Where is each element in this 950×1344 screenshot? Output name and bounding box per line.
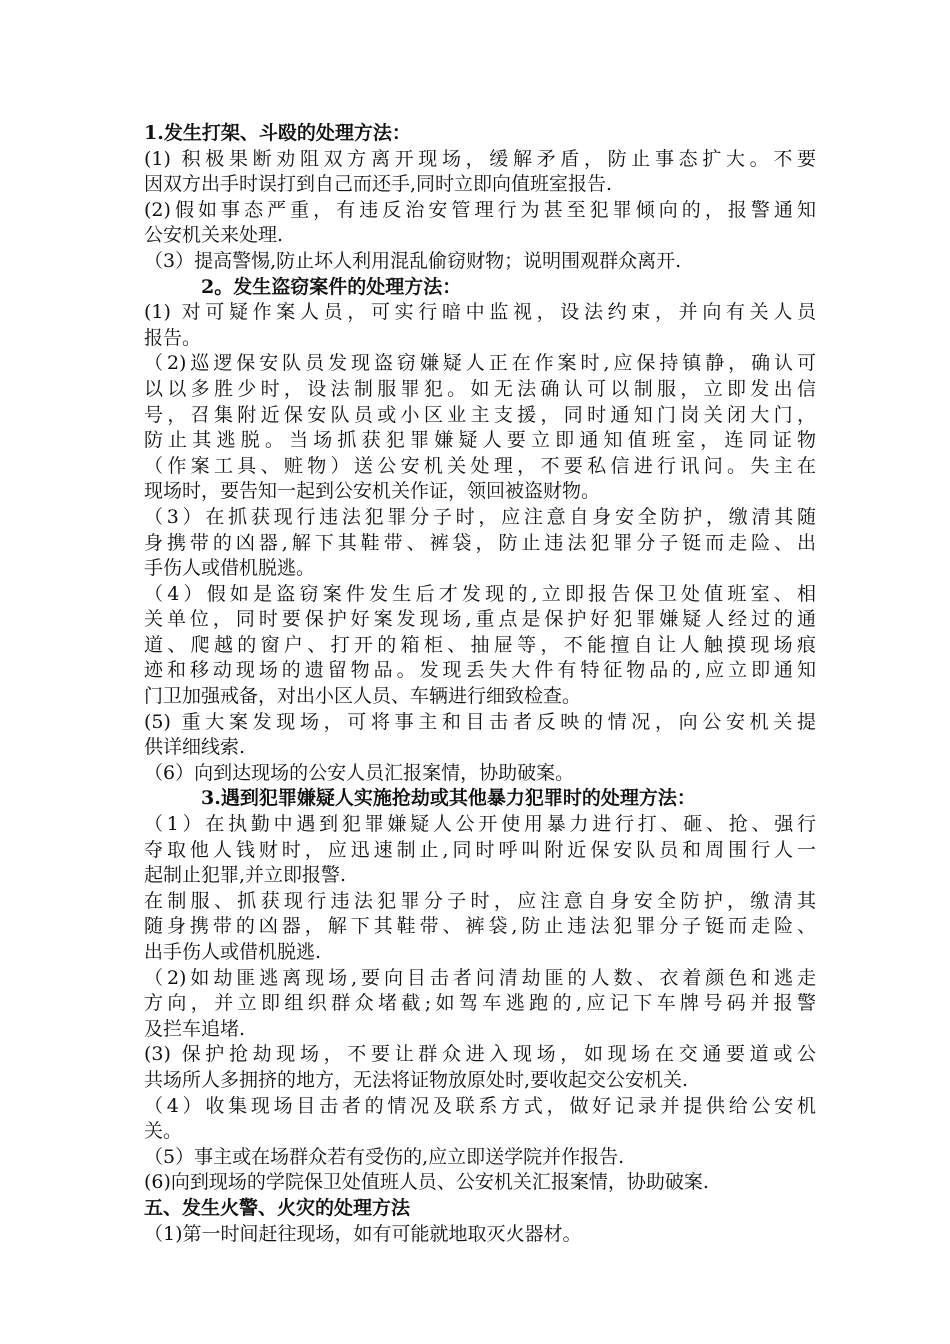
paragraph-line: （作案工具、赃物）送公安机关处理，不要私信进行讯问。失主在 — [144, 454, 816, 477]
section-heading: 1.发生打架、斗殴的处理方法： — [144, 122, 411, 144]
paragraph-line: 公安机关来处理. — [144, 224, 284, 247]
paragraph-line: 报告。 — [144, 326, 202, 349]
paragraph-line: 起制止犯罪,并立即报警. — [144, 864, 347, 887]
paragraph-line: （2)巡逻保安队员发现盗窃嫌疑人正在作案时,应保持镇静，确认可 — [144, 352, 816, 375]
paragraph-line: 共场所人多拥挤的地方，无法将证物放原处时,要收起交公安机关. — [144, 1068, 689, 1091]
document-page — [144, 121, 816, 1247]
section-heading: 五、发生火警、火灾的处理方法 — [144, 1196, 411, 1219]
paragraph-line: （5）事主或在场群众若有受伤的,应立即送学院并作报告. — [144, 1145, 625, 1168]
paragraph-line: 方向，并立即组织群众堵截;如驾车逃跑的,应记下车牌号码并报警 — [144, 992, 816, 1015]
paragraph-line: （3）在抓获现行违法犯罪分子时，应注意自身安全防护，缴清其随 — [144, 505, 816, 528]
paragraph-line: 供详细线索. — [144, 736, 246, 759]
paragraph-line: 号，召集附近保安队员或小区业主支援，同时通知门岗关闭大门， — [144, 403, 816, 426]
paragraph-line: (5) 重大案发现场，可将事主和目击者反映的情况，向公安机关提 — [144, 710, 816, 733]
paragraph-line: 在制服、抓获现行违法犯罪分子时，应注意自身安全防护，缴清其 — [144, 889, 816, 912]
paragraph-line: （2)如劫匪逃离现场,要向目击者问清劫匪的人数、衣着颜色和逃走 — [144, 966, 816, 989]
paragraph-line: 及拦车追堵. — [144, 1017, 246, 1040]
paragraph-line: (6)向到现场的学院保卫处值班人员、公安机关汇报案情，协助破案. — [144, 1171, 709, 1194]
paragraph-line: 现场时，要告知一起到公安机关作证，领回被盗财物。 — [144, 480, 601, 503]
paragraph-line: 关单位，同时要保护好案发现场,重点是保护好犯罪嫌疑人经过的通 — [144, 608, 816, 631]
paragraph-line: 出手伤人或借机脱逃. — [144, 941, 322, 963]
paragraph-line: (1) 积极果断劝阻双方离开现场，缓解矛盾，防止事态扩大。不要 — [144, 147, 816, 170]
paragraph-line: 门卫加强戒备，对出小区人员、车辆进行细致检查。 — [144, 685, 582, 708]
paragraph-line: 因双方出手时误打到自己而还手,同时立即向值班室报告. — [144, 173, 613, 196]
paragraph-line: （3）提高警惕,防止坏人利用混乱偷窃财物；说明围观群众离开. — [144, 249, 682, 272]
paragraph-line: (2)假如事态严重，有违反治安管理行为甚至犯罪倾向的，报警通知 — [144, 198, 816, 221]
section-heading: 3.遇到犯罪嫌疑人实施抢劫或其他暴力犯罪时的处理方法： — [201, 787, 696, 810]
paragraph-line: （4）假如是盗窃案件发生后才发现的,立即报告保卫处值班室、相 — [144, 582, 816, 605]
paragraph-line: (3) 保护抢劫现场，不要让群众进入现场，如现场在交通要道或公 — [144, 1043, 816, 1066]
paragraph-line: 随身携带的凶器，解下其鞋带、裤袋,防止违法犯罪分子铤而走险、 — [144, 915, 816, 938]
paragraph-line: （1)第一时间赶往现场，如有可能就地取灭火器材。 — [144, 1222, 582, 1245]
paragraph-line: （4）收集现场目击者的情况及联系方式，做好记录并提供给公安机 — [144, 1094, 816, 1117]
paragraph-line: 防止其逃脱。当场抓获犯罪嫌疑人要立即通知值班室，连同证物 — [144, 429, 816, 452]
paragraph-line: （6）向到达现场的公安人员汇报案情，协助破案。 — [144, 761, 575, 784]
paragraph-line: 道、爬越的窗户、打开的箱柜、抽屉等，不能擅自让人触摸现场痕 — [144, 633, 816, 656]
paragraph-line: 关。 — [144, 1120, 183, 1143]
paragraph-line: (1) 对可疑作案人员，可实行暗中监视，设法约束，并向有关人员 — [144, 301, 816, 324]
paragraph-line: 迹和移动现场的遗留物品。发现丢失大件有特征物品的,应立即通知 — [144, 659, 816, 682]
paragraph-line: 夺取他人钱财时，应迅速制止,同时呼叫附近保安队员和周围行人一 — [144, 838, 816, 861]
paragraph-line: （1）在执勤中遇到犯罪嫌疑人公开使用暴力进行打、砸、抢、强行 — [144, 813, 816, 836]
paragraph-line: 手伤人或借机脱逃。 — [144, 557, 316, 580]
section-heading: 2。发生盗窃案件的处理方法： — [201, 275, 462, 298]
paragraph-line: 身携带的凶器,解下其鞋带、裤袋，防止违法犯罪分子铤而走险、出 — [144, 531, 816, 554]
paragraph-line: 以以多胜少时，设法制服罪犯。如无法确认可以制服，立即发出信 — [144, 377, 816, 400]
